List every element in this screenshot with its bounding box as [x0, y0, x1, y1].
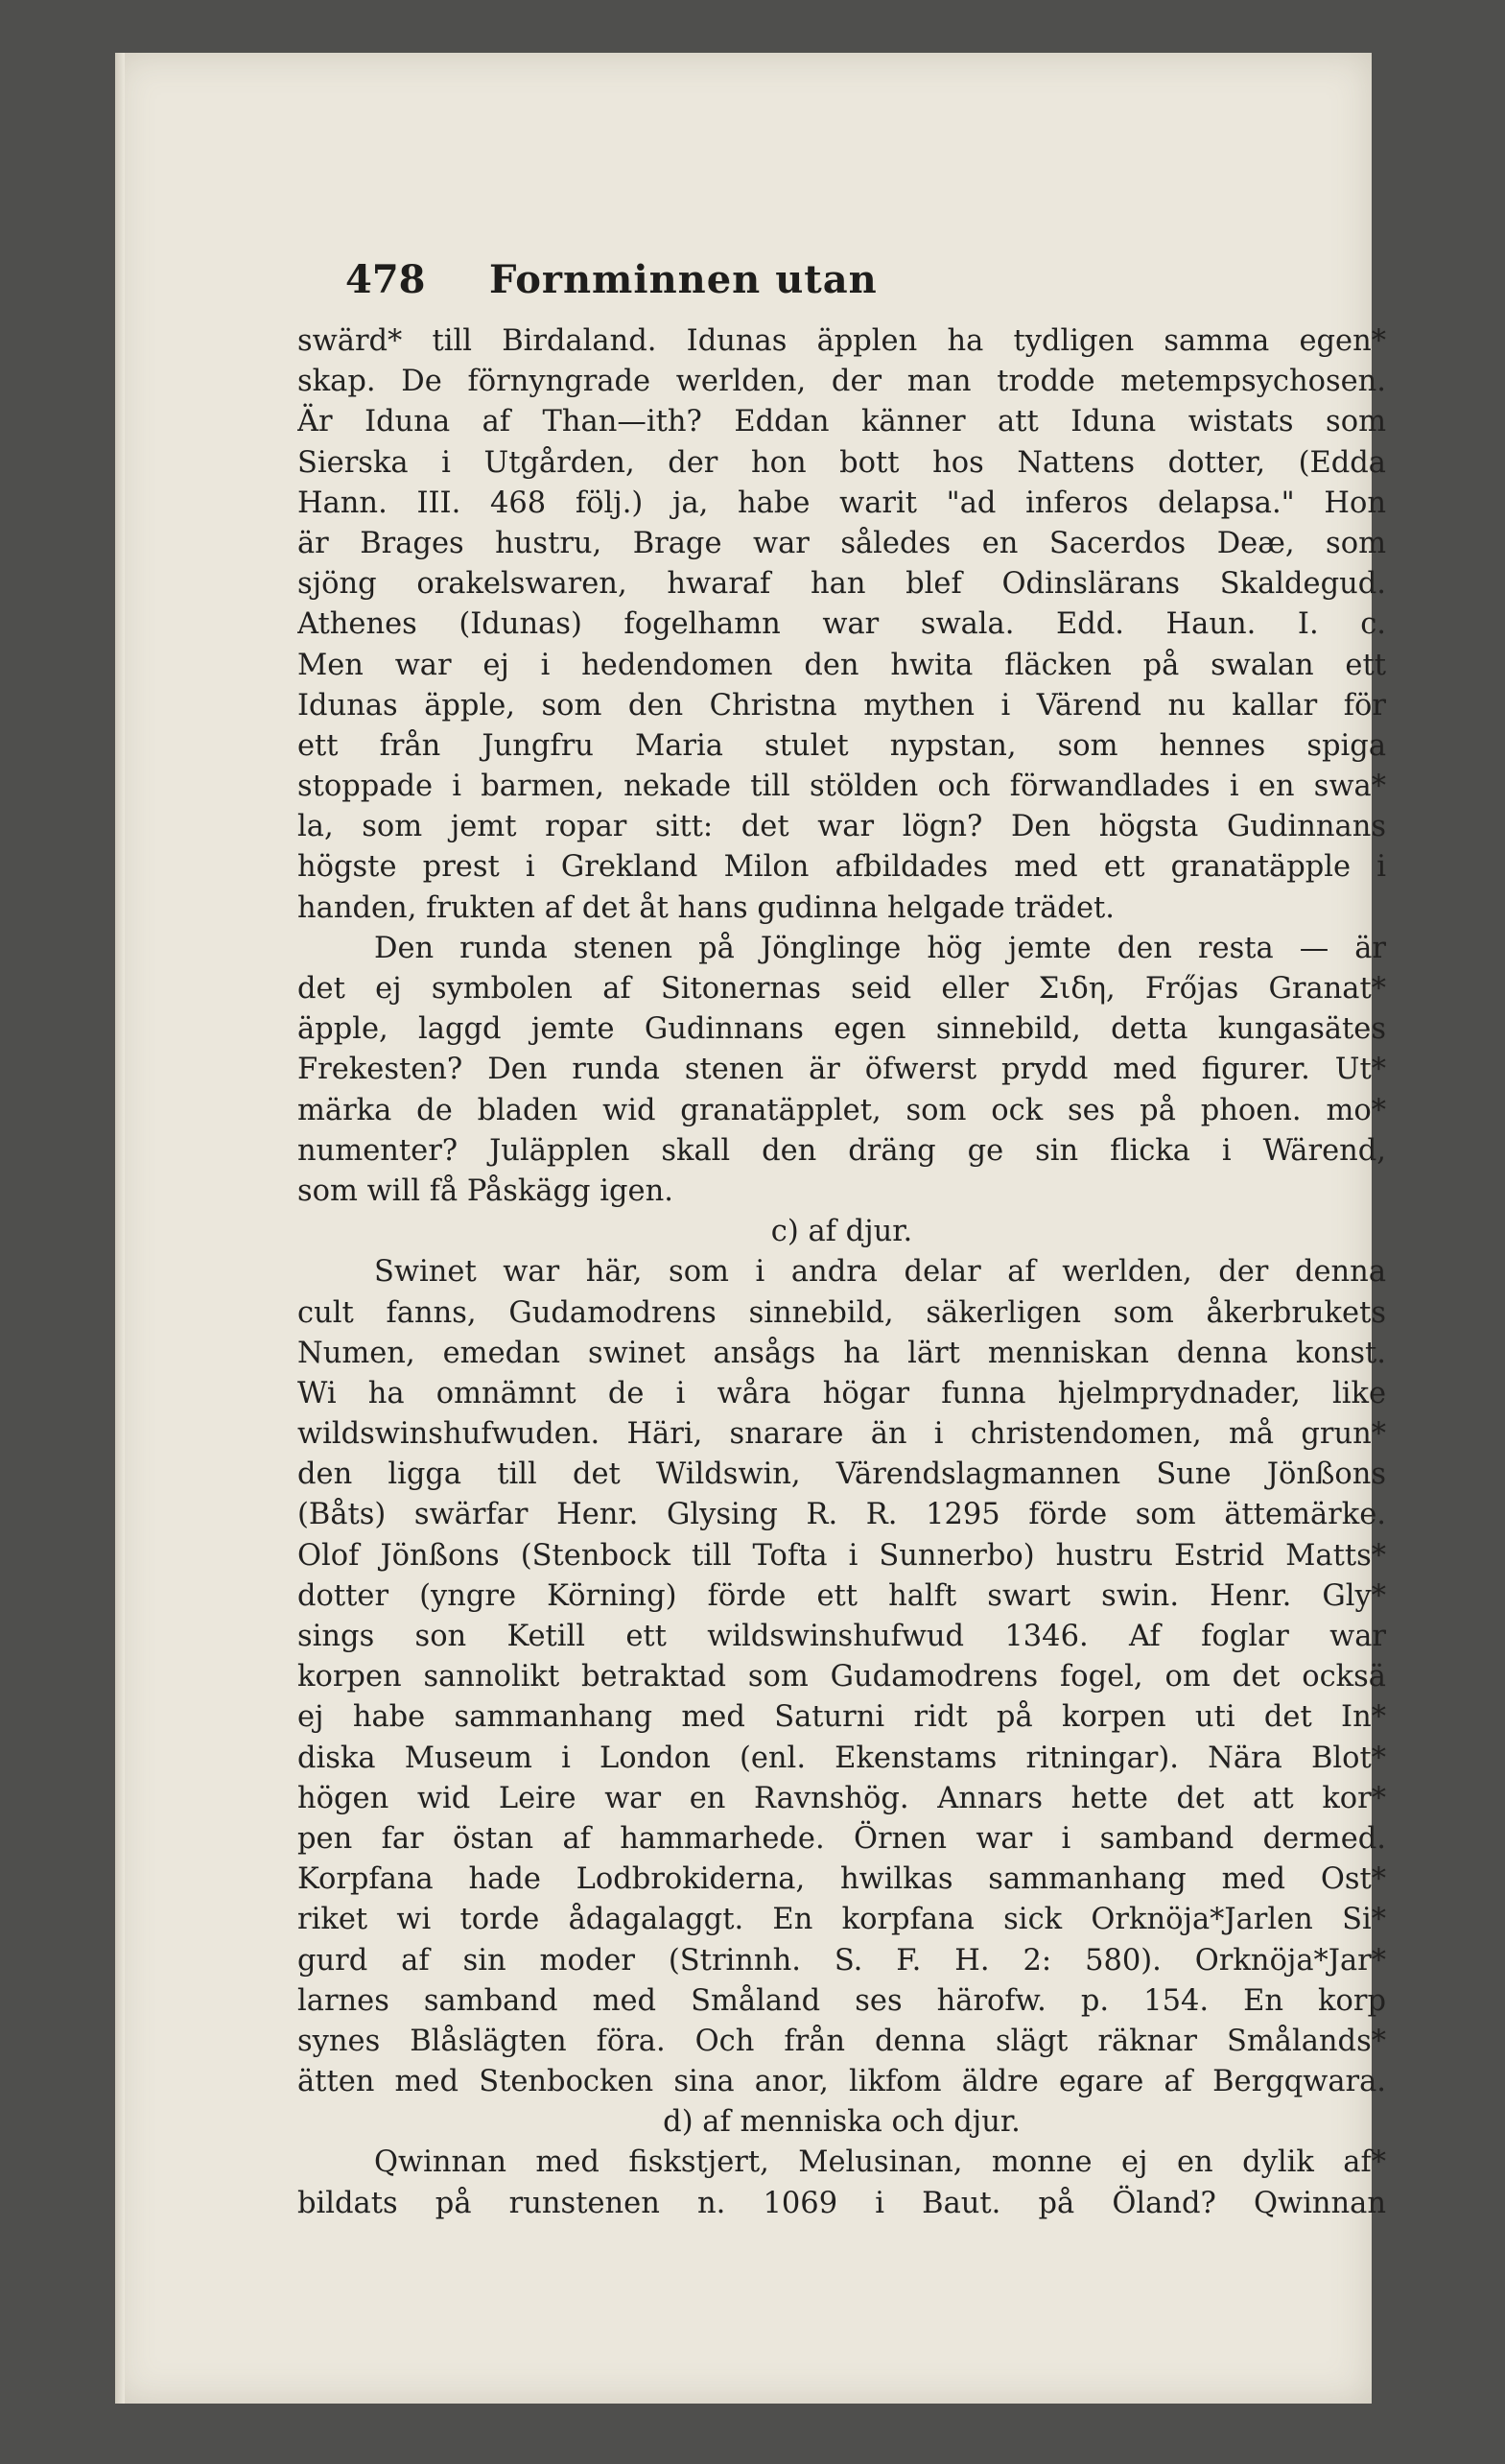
text-line: Frekesten? Den runda stenen är öfwerst prydd med figurer. Ut* [297, 1053, 1386, 1087]
text-line: dotter (yngre Körning) förde ett halft swart swin. Henr. Gly* [297, 1578, 1386, 1613]
text-line: äpple, laggd jemte Gudinnans egen sinnebild, detta kungasätes [297, 1012, 1386, 1047]
text-line: Swinet war här, som i andra delar af werlden, der denna [374, 1255, 1386, 1290]
body-text [297, 321, 1386, 2224]
text-line: ätten med Stenbocken sina anor, likfom äldre egare af Bergqwara. [297, 2065, 1386, 2099]
page-gutter [115, 53, 125, 2404]
text-line: ett från Jungfru Maria stulet nypstan, som hennes spiga [297, 728, 1386, 763]
text-line: korpen sannolikt betraktad som Gudamodrens fogel, om det ocksä [297, 1660, 1386, 1694]
text-line: skap. De förnyngrade werlden, der man trodde metempsychosen. [297, 365, 1386, 399]
text-line: Den runda stenen på Jönglinge hög jemte den resta — är [374, 931, 1386, 965]
text-line: Qwinnan med fiskstjert, Melusinan, monne ej en dylik af* [374, 2145, 1386, 2180]
text-line: Wi ha omnämnt de i wåra högar funna hjelmprydnader, like [297, 1376, 1386, 1410]
text-line: swärd* till Birdaland. Idunas äpplen ha tydligen samma egen* [297, 324, 1386, 358]
text-line: (Båts) swärfar Henr. Glysing R. R. 1295 förde som ättemärke. [297, 1498, 1386, 1532]
text-line: sjöng orakelswaren, hwaraf han blef Odinslärans Skaldegud. [297, 567, 1386, 602]
page-number: 478 [345, 257, 426, 302]
section-heading: d) af menniska och djur. [663, 2105, 1021, 2140]
text-line: bildats på runstenen n. 1069 i Baut. på Öland? Qwinnan [297, 2186, 1386, 2220]
text-line: Hann. III. 468 följ.) ja, habe warit "ad inferos delapsa." Hon [297, 486, 1386, 520]
text-line: Är Iduna af Than—ith? Eddan känner att Iduna wistats som [297, 405, 1386, 439]
text-line: ej habe sammanhang med Saturni ridt på korpen uti det In* [297, 1700, 1386, 1735]
text-line: larnes samband med Småland ses härofw. p. 154. En korp [297, 1983, 1386, 2018]
running-title: Fornminnen utan [489, 257, 878, 302]
text-line: cult fanns, Gudamodrens sinnebild, säkerligen som åkerbrukets [297, 1295, 1386, 1330]
text-line: synes Blåslägten föra. Och från denna slägt räknar Smålands* [297, 2024, 1386, 2058]
section-heading: c) af djur. [770, 1215, 913, 1249]
page-header [345, 257, 1113, 305]
text-line: wildswinshufwuden. Häri, snarare än i christendomen, må grun* [297, 1417, 1386, 1452]
text-line: Korpfana hade Lodbrokiderna, hwilkas sammanhang med Ost* [297, 1862, 1386, 1897]
text-line: pen far östan af hammarhede. Örnen war i samband dermed. [297, 1821, 1386, 1856]
text-line: numenter? Juläpplen skall den dräng ge sin flicka i Wärend, [297, 1133, 1386, 1168]
text-line: handen, frukten af det åt hans gudinna helgade trädet. [297, 890, 1115, 925]
text-line: la, som jemt ropar sitt: det war lögn? Den högsta Gudinnans [297, 810, 1386, 844]
text-line: Olof Jönßons (Stenbock till Tofta i Sunnerbo) hustru Estrid Matts* [297, 1538, 1386, 1573]
text-line: märka de bladen wid granatäpplet, som ock ses på phoen. mo* [297, 1093, 1386, 1127]
text-line: högen wid Leire war en Ravnshög. Annars hette det att kor* [297, 1781, 1386, 1815]
text-line: gurd af sin moder (Strinnh. S. F. H. 2: 580). Orknöja*Jar* [297, 1943, 1386, 1978]
text-line: stoppade i barmen, nekade till stölden och förwandlades i en swa* [297, 770, 1386, 804]
text-line: diska Museum i London (enl. Ekenstams ritningar). Nära Blot* [297, 1741, 1386, 1775]
text-line: Men war ej i hedendomen den hwita fläcken på swalan ett [297, 648, 1386, 682]
text-line: sings son Ketill ett wildswinshufwud 1346. Af foglar war [297, 1620, 1386, 1653]
text-line: som will få Påskägg igen. [297, 1173, 673, 1208]
text-line: Sierska i Utgården, der hon bott hos Nattens dotter, (Edda [297, 445, 1386, 480]
text-line: riket wi torde ådagalaggt. En korpfana sick Orknöja*Jarlen Si* [297, 1903, 1386, 1937]
text-line: Numen, emedan swinet ansågs ha lärt menniskan denna konst. [297, 1336, 1386, 1370]
text-line: Athenes (Idunas) fogelhamn war swala. Edd. Haun. I. c. [297, 607, 1386, 642]
text-line: den ligga till det Wildswin, Värendslagmannen Sune Jönßons [297, 1457, 1386, 1492]
text-line: det ej symbolen af Sitonernas seid eller Σιδη, Frőjas Granat* [297, 972, 1386, 1006]
text-line: högste prest i Grekland Milon afbildades med ett granatäpple i [297, 850, 1386, 885]
text-line: är Brages hustru, Brage war således en Sacerdos Deæ, som [297, 526, 1386, 560]
text-line: Idunas äpple, som den Christna mythen i Värend nu kallar för [297, 688, 1386, 723]
